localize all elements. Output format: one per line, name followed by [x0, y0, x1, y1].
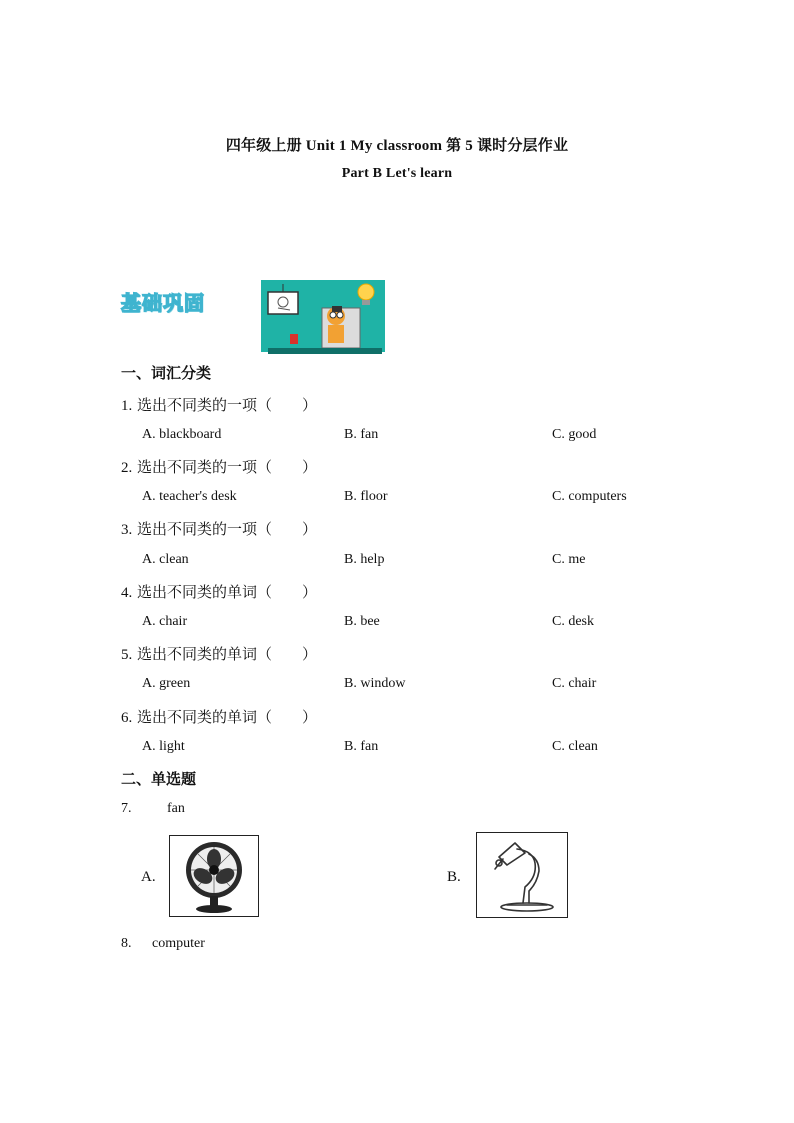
option-6b: B. fan	[344, 739, 379, 754]
option-4b: B. bee	[344, 614, 380, 629]
option-1a: A. blackboard	[142, 427, 222, 442]
option-4c: C. desk	[552, 614, 595, 629]
question-4	[121, 581, 317, 602]
worksheet-subtitle: Part B Let's learn	[341, 166, 453, 181]
section-heading-vocabulary: 一、词汇分类	[121, 364, 212, 382]
question-8-word: computer	[152, 936, 205, 951]
option-6c: C. clean	[552, 739, 598, 754]
question-text: 选出不同类的单词（ ）	[137, 708, 318, 726]
option-3b: B. help	[344, 552, 385, 567]
desk-lamp-icon	[477, 833, 567, 917]
question-number: 5.	[121, 647, 133, 663]
section-heading-single-choice: 二、单选题	[121, 770, 197, 788]
question-7-number: 7.	[121, 801, 132, 816]
question-text: 选出不同类的一项（ ）	[137, 396, 318, 414]
question-8-number: 8.	[121, 936, 132, 951]
section-banner-label: 基础巩固	[121, 291, 205, 315]
option-6a: A. light	[142, 739, 185, 754]
fan-icon	[170, 836, 258, 916]
question-number: 3.	[121, 522, 133, 538]
question-number: 2.	[121, 460, 133, 476]
question-5	[121, 643, 317, 664]
option-2a: A. teacher's desk	[142, 489, 237, 504]
option-7a-picture[interactable]	[169, 835, 259, 917]
question-7-word: fan	[167, 801, 185, 816]
option-1b: B. fan	[344, 427, 379, 442]
option-2b: B. floor	[344, 489, 388, 504]
option-7b-picture[interactable]	[476, 832, 568, 918]
question-number: 6.	[121, 710, 133, 726]
option-3a: A. clean	[142, 552, 189, 567]
option-7a-label: A.	[141, 869, 156, 885]
option-2c: C. computers	[552, 489, 627, 504]
option-1c: C. good	[552, 427, 597, 442]
option-4a: A. chair	[142, 614, 188, 629]
question-number: 1.	[121, 398, 133, 414]
question-2	[121, 456, 317, 477]
question-text: 选出不同类的一项（ ）	[137, 458, 318, 476]
option-3c: C. me	[552, 552, 586, 567]
question-text: 选出不同类的单词（ ）	[137, 645, 318, 663]
question-text: 选出不同类的一项（ ）	[137, 520, 318, 538]
question-6	[121, 706, 317, 727]
question-1	[121, 394, 317, 415]
worksheet-title: 四年级上册 Unit 1 My classroom 第 5 课时分层作业	[225, 138, 569, 154]
option-5b: B. window	[344, 676, 406, 691]
option-5a: A. green	[142, 676, 191, 691]
classroom-illustration	[258, 278, 388, 362]
question-number: 4.	[121, 585, 133, 601]
option-7b-label: B.	[447, 869, 461, 885]
question-3	[121, 518, 317, 539]
question-text: 选出不同类的单词（ ）	[137, 583, 318, 601]
option-5c: C. chair	[552, 676, 597, 691]
